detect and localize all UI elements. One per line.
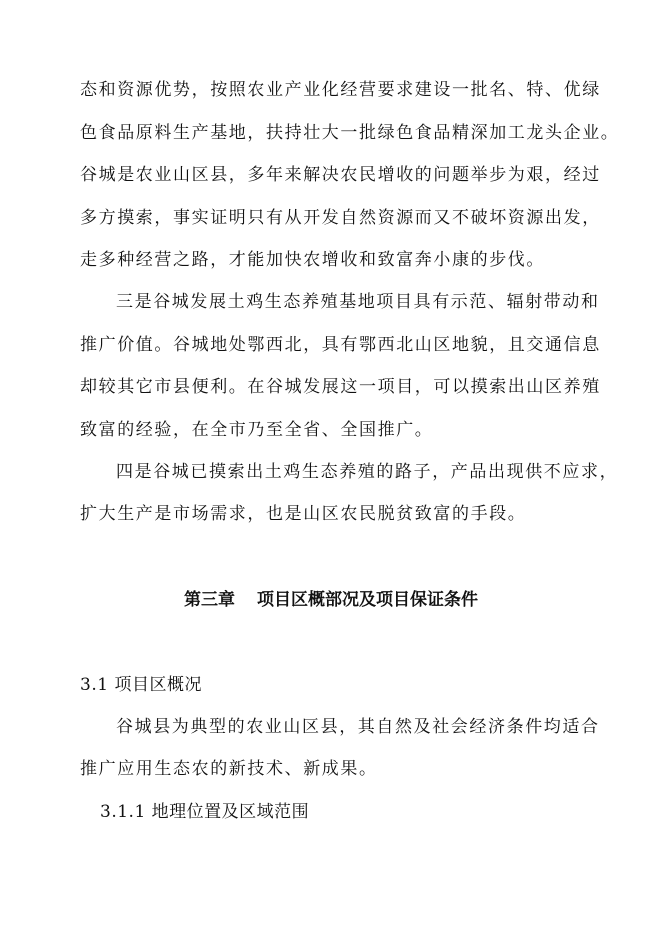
chapter-number: 第三章 [184, 590, 235, 610]
section-3-1-line-1: 谷城县为典型的农业山区县，其自然及社会经济条件均适合 [116, 717, 600, 737]
paragraph-1-line-2: 色食品原料生产基地，扶持壮大一批绿色食品精深加工龙头企业。 [80, 123, 620, 143]
paragraph-1-line-4: 多方摸索，事实证明只有从开发自然资源而又不破坏资源出发， [80, 208, 601, 228]
paragraph-2-line-1: 三是谷城发展土鸡生态养殖基地项目具有示范、辐射带动和 [116, 292, 600, 312]
paragraph-1-line-1: 态和资源优势，按照农业产业化经营要求建设一批名、特、优绿 [80, 80, 601, 100]
chapter-title: 项目区概部况及项目保证条件 [257, 590, 478, 610]
paragraph-3-line-2: 扩大生产是市场需求，也是山区农民脱贫致富的手段。 [80, 504, 527, 524]
section-3-1-1-heading: 3.1.1 地理位置及区域范围 [100, 802, 310, 822]
paragraph-1-line-5: 走多种经营之路，才能加快农增收和致富奔小康的步伐。 [80, 250, 545, 270]
paragraph-2-line-2: 推广价值。谷城地处鄂西北，具有鄂西北山区地貌，且交通信息 [80, 335, 601, 355]
paragraph-1-line-3: 谷城是农业山区县，多年来解决农民增收的问题举步为艰，经过 [80, 165, 601, 185]
section-3-1-heading: 3.1 项目区概况 [80, 675, 202, 695]
paragraph-2-line-4: 致富的经验，在全市乃至全省、全国推广。 [80, 420, 434, 440]
paragraph-3-line-1: 四是谷城已摸索出土鸡生态养殖的路子，产品出现供不应求， [116, 462, 619, 482]
section-3-1-line-2: 推广应用生态农的新技术、新成果。 [80, 759, 378, 779]
chapter-heading [0, 588, 662, 612]
paragraph-2-line-3: 却较其它市县便利。在谷城发展这一项目，可以摸索出山区养殖 [80, 377, 601, 397]
